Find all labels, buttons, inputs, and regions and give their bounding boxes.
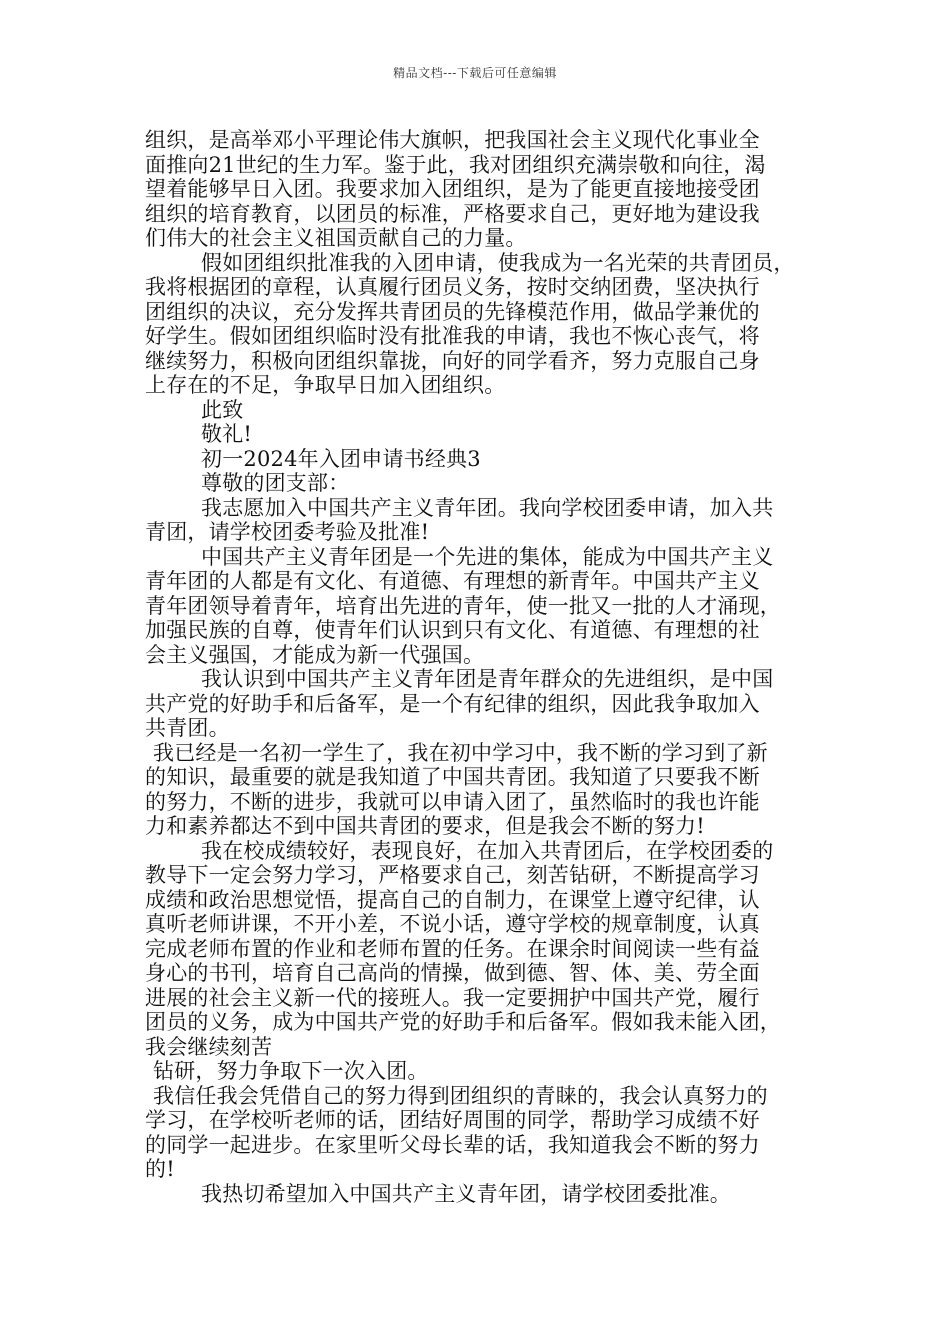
text-line: 我将根据团的章程，认真履行团员义务，按时交纳团费，坚决执行	[145, 275, 760, 299]
text-line: 学习，在学校听老师的话，团结好周围的同学，帮助学习成绩不好	[145, 1108, 760, 1132]
text-line: 我认识到中国共产主义青年团是青年群众的先进组织，是中国	[201, 667, 774, 691]
text-line: 我会继续刻苦	[145, 1034, 273, 1059]
text-line: 我志愿加入中国共产主义青年团。我向学校团委申请，加入共	[201, 495, 774, 520]
text-line: 好学生。假如团组织临时没有批准我的申请，我也不恢心丧气，将	[145, 324, 760, 348]
text-line: 真听老师讲课，不开小差，不说小话，遵守学校的规章制度，认真	[145, 912, 760, 936]
text-line: 望着能够早日入团。我要求加入团组织，是为了能更直接地接受团	[145, 177, 760, 201]
document-body	[145, 128, 817, 1206]
text-line: 团组织的决议，充分发挥共青团员的先锋模范作用，做品学兼优的	[145, 299, 760, 324]
text-line: 身心的书刊，培育自己高尚的情操，做到德、智、体、美、劳全面	[145, 961, 760, 985]
text-line: 们伟大的社会主义祖国贡献自己的力量。	[145, 226, 527, 250]
text-line: 青团，请学校团委考验及批准!	[145, 520, 430, 544]
text-line: 我信任我会凭借自己的努力得到团组织的青睐的，我会认真努力的	[153, 1083, 768, 1108]
text-line: 我已经是一名初一学生了，我在初中学习中，我不断的学习到了新	[153, 740, 768, 765]
text-line: 力和素养都达不到中国共青团的要求，但是我会不断的努力!	[145, 814, 705, 838]
text-line: 上存在的不足，争取早日加入团组织。	[145, 373, 506, 397]
text-line: 我热切希望加入中国共产主义青年团，请学校团委批准。	[201, 1181, 731, 1206]
text-line: 团员的义务，成为中国共产党的好助手和后备军。假如我未能入团，	[145, 1010, 781, 1034]
text-line: 青年团的人都是有文化、有道德、有理想的新青年。中国共产主义	[145, 569, 760, 593]
text-line: 面推向21世纪的生力军。鉴于此，我对团组织充满崇敬和向往，渴	[145, 152, 766, 177]
text-line: 中国共产主义青年团是一个先进的集体，能成为中国共产主义	[201, 544, 774, 569]
text-line: 钻研，努力争取下一次入团。	[153, 1059, 429, 1083]
text-line: 敬礼!	[201, 422, 253, 446]
text-line: 尊敬的团支部：	[201, 471, 350, 495]
text-line: 的同学一起进步。在家里听父母长辈的话，我知道我会不断的努力	[145, 1132, 760, 1157]
text-line: 青年团领导着青年，培育出先进的青年，使一批又一批的人才涌现，	[145, 593, 781, 618]
text-line: 进展的社会主义新一代的接班人。我一定要拥护中国共产党，履行	[145, 985, 760, 1010]
text-line: 初一2024年入团申请书经典3	[201, 446, 481, 471]
page-header: 精品文档---下载后可任意编辑	[393, 66, 557, 80]
text-line: 会主义强国，才能成为新一代强国。	[145, 642, 485, 667]
text-line: 的!	[145, 1157, 175, 1181]
text-line: 此致	[201, 397, 244, 422]
text-line: 完成老师布置的作业和老师布置的任务。在课余时间阅读一些有益	[145, 936, 760, 961]
text-line: 共青团。	[145, 716, 230, 740]
text-line: 组织，是高举邓小平理论伟大旗帜，把我国社会主义现代化事业全	[145, 128, 760, 152]
text-line: 继续努力，积极向团组织靠拢，向好的同学看齐，努力克服自己身	[145, 348, 760, 373]
text-line: 教导下一定会努力学习，严格要求自己，刻苦钻研，不断提高学习	[145, 863, 760, 887]
text-line: 假如团组织批准我的入团申请，使我成为一名光荣的共青团员，	[201, 250, 795, 275]
text-line: 组织的培育教育，以团员的标准，严格要求自己，更好地为建设我	[145, 201, 760, 226]
text-line: 共产党的好助手和后备军，是一个有纪律的组织，因此我争取加入	[145, 691, 760, 716]
text-line: 加强民族的自尊，使青年们认识到只有文化、有道德、有理想的社	[145, 618, 760, 642]
text-line: 成绩和政治思想觉悟，提高自己的自制力，在课堂上遵守纪律，认	[145, 887, 760, 912]
text-line: 的知识，最重要的就是我知道了中国共青团。我知道了只要我不断	[145, 765, 760, 789]
text-line: 的努力，不断的进步，我就可以申请入团了，虽然临时的我也许能	[145, 789, 760, 814]
text-line: 我在校成绩较好，表现良好，在加入共青团后，在学校团委的	[201, 838, 774, 863]
